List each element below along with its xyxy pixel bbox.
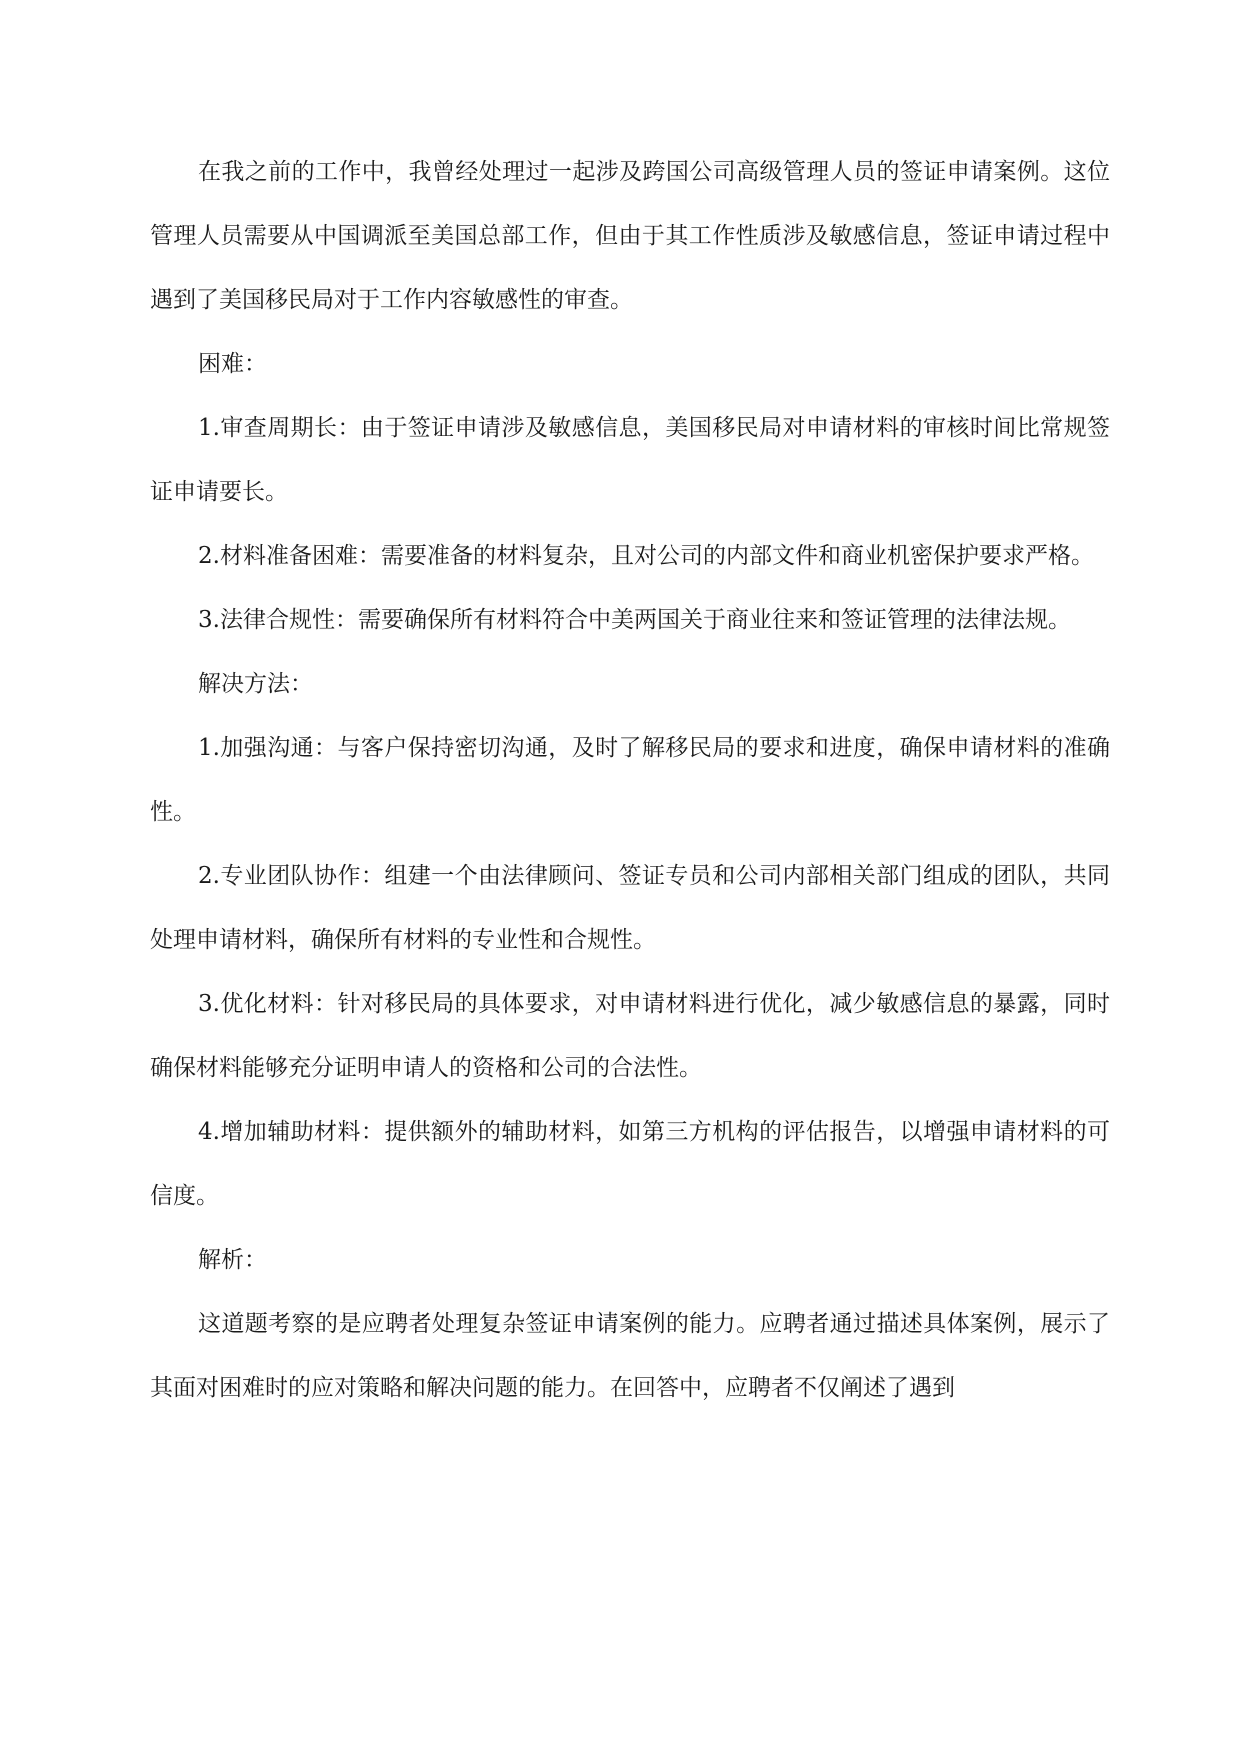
solution-item-1: 1.加强沟通：与客户保持密切沟通，及时了解移民局的要求和进度，确保申请材料的准确性。: [150, 735, 1110, 825]
difficulty-item-2: 2.材料准备困难：需要准备的材料复杂，且对公司的内部文件和商业机密保护要求严格。: [198, 543, 1094, 569]
solutions-heading: 解决方法：: [198, 671, 313, 697]
analysis-heading: 解析：: [198, 1247, 267, 1273]
solution-item-3: 3.优化材料：针对移民局的具体要求，对申请材料进行优化，减少敏感信息的暴露，同时确保材料能够充分证明申请人的资格和公司的合法性。: [150, 991, 1110, 1081]
document-body: [150, 140, 1110, 1420]
solution-item-2: 2.专业团队协作：组建一个由法律顾问、签证专员和公司内部相关部门组成的团队，共同处理申请材料，确保所有材料的专业性和合规性。: [150, 863, 1110, 953]
difficulties-heading: 困难：: [198, 351, 267, 377]
intro-paragraph: 在我之前的工作中，我曾经处理过一起涉及跨国公司高级管理人员的签证申请案例。这位管理人员需要从中国调派至美国总部工作，但由于其工作性质涉及敏感信息，签证申请过程中遇到了美国移民局对于工作内容敏感性的审查。: [150, 159, 1110, 313]
difficulty-item-1: 1.审查周期长：由于签证申请涉及敏感信息，美国移民局对申请材料的审核时间比常规签证申请要长。: [150, 415, 1110, 505]
analysis-paragraph: 这道题考察的是应聘者处理复杂签证申请案例的能力。应聘者通过描述具体案例，展示了其面对困难时的应对策略和解决问题的能力。在回答中，应聘者不仅阐述了遇到: [150, 1311, 1110, 1401]
difficulty-item-3: 3.法律合规性：需要确保所有材料符合中美两国关于商业往来和签证管理的法律法规。: [198, 607, 1071, 633]
solution-item-4: 4.增加辅助材料：提供额外的辅助材料，如第三方机构的评估报告，以增强申请材料的可信度。: [150, 1119, 1110, 1209]
